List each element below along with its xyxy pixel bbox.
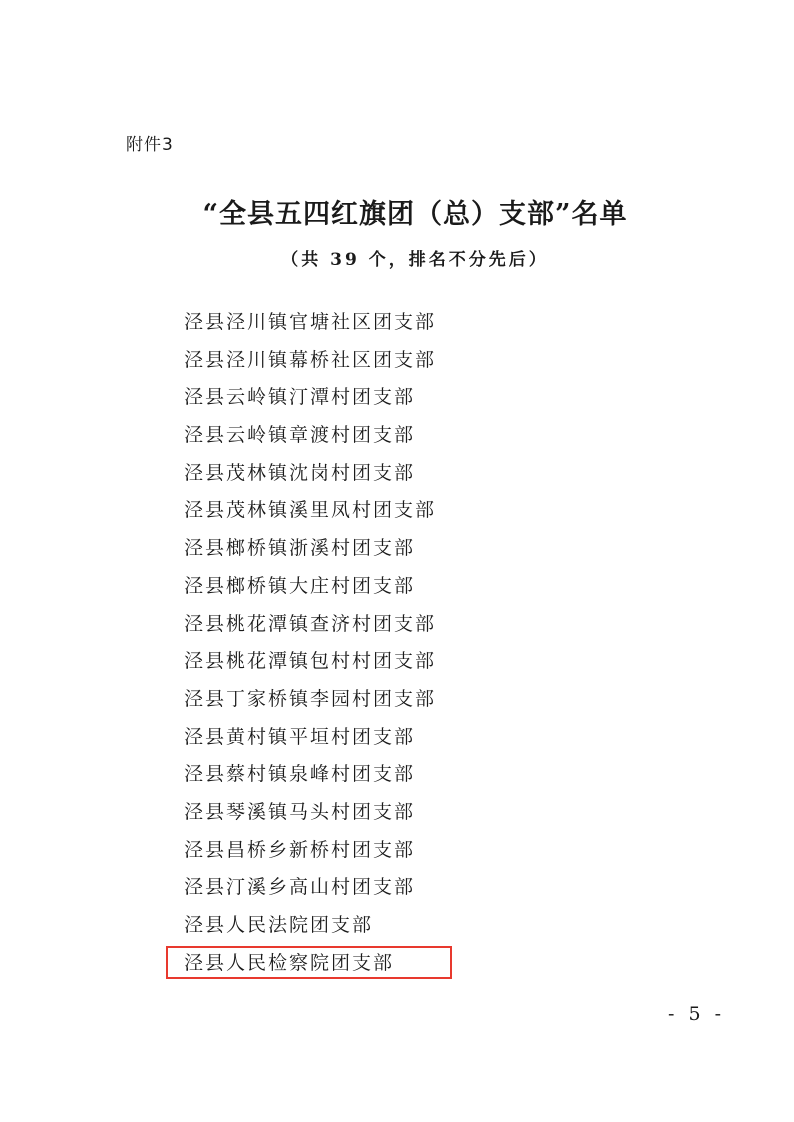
list-item: 泾县蔡村镇泉峰村团支部 xyxy=(184,763,416,786)
list-item: 泾县泾川镇官塘社区团支部 xyxy=(184,311,437,333)
list-item: 泾县琴溪镇马头村团支部 xyxy=(184,800,416,823)
list-item: 泾县泾川镇幕桥社区团支部 xyxy=(184,348,437,371)
list-item: 泾县昌桥乡新桥村团支部 xyxy=(184,838,416,861)
page-number: - 5 - xyxy=(668,1003,726,1025)
list-item: 泾县茂林镇沈岗村团支部 xyxy=(184,461,416,484)
list-item: 泾县人民法院团支部 xyxy=(184,914,374,936)
list-item: 泾县桃花潭镇包村村团支部 xyxy=(184,650,437,673)
list-item: 泾县桃花潭镇查济村团支部 xyxy=(184,612,437,635)
list-item: 泾县汀溪乡高山村团支部 xyxy=(184,876,416,899)
list-item: 泾县黄村镇平垣村团支部 xyxy=(184,725,416,748)
list-item: 泾县云岭镇汀潭村团支部 xyxy=(184,386,416,409)
list-item: 泾县茂林镇溪里凤村团支部 xyxy=(184,499,437,522)
document-title: “全县五四红旗团（总）支部”名单 xyxy=(202,199,628,230)
highlight-box xyxy=(166,946,452,979)
list-item-highlighted: 泾县人民检察院团支部 xyxy=(184,951,395,974)
list-item: 泾县云岭镇章渡村团支部 xyxy=(184,424,416,447)
branch-list xyxy=(184,304,436,982)
list-item: 泾县丁家桥镇李园村团支部 xyxy=(184,687,437,710)
attachment-label: 附件3 xyxy=(126,135,174,155)
list-item: 泾县榔桥镇大庄村团支部 xyxy=(184,574,416,597)
list-item: 泾县榔桥镇浙溪村团支部 xyxy=(184,537,416,560)
document-subtitle: （共 39 个，排名不分先后） xyxy=(281,250,549,270)
